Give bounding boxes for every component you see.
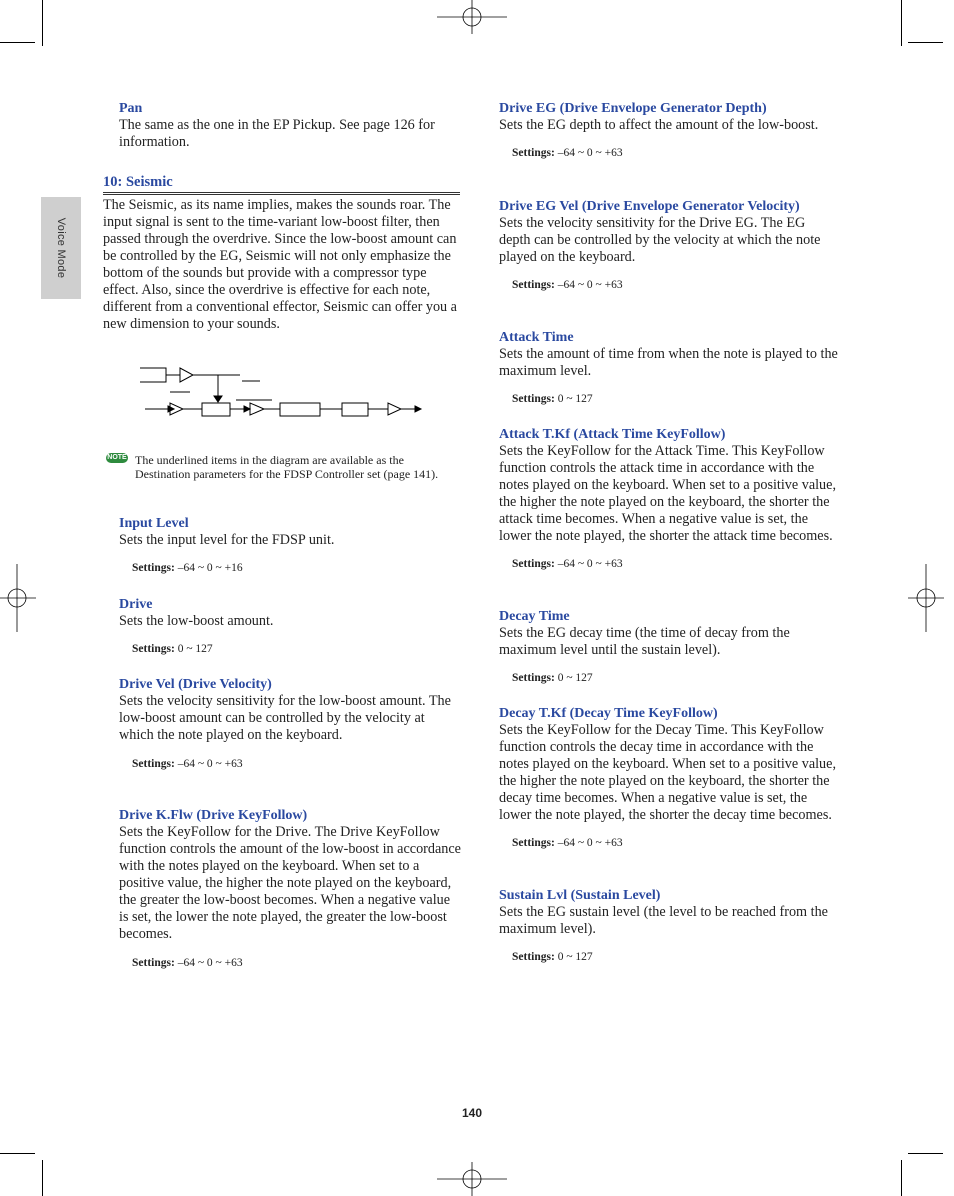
param-description: Sets the KeyFollow for the Attack Time. This KeyFollow function controls the attack time in accordance with the notes played on the keyboard. When set to a positive value, the higher the note played on the keyboard, the shorter the attack time becomes. When a negative value is set, the lower the note played, the shorter the attack time becomes. — [499, 443, 836, 544]
settings-value: –64 ~ 0 ~ +63 — [177, 957, 243, 969]
param-block-input-level — [119, 515, 461, 575]
param-settings — [119, 956, 461, 970]
settings-label: Settings: — [512, 393, 555, 405]
param-block-drive-eg — [499, 100, 839, 160]
param-description: Sets the amount of time from when the note is played to the maximum level. — [499, 346, 838, 379]
settings-label: Settings: — [512, 672, 555, 684]
registration-mark-icon — [0, 564, 36, 632]
param-settings — [499, 278, 839, 292]
registration-mark-icon — [437, 0, 507, 36]
param-settings — [119, 561, 461, 575]
settings-label: Settings: — [512, 147, 555, 159]
param-description: Sets the velocity sensitivity for the low-boost amount. The low-boost amount can be controlled by the velocity at which the note played on the keyboard. — [119, 693, 451, 743]
param-description: Sets the KeyFollow for the Drive. The Drive KeyFollow function controls the amount of the low-boost in accordance with the notes played on the keyboard. When set to a positive value, the higher the note played on the keyboard, the greater the low-boost becomes. When a negative value is set, the lower the note played, the greater the low-boost becomes. — [119, 824, 461, 942]
param-title: Drive Vel (Drive Velocity) — [119, 677, 272, 692]
registration-mark-icon — [437, 1162, 507, 1196]
param-settings — [119, 757, 461, 771]
param-description: Sets the KeyFollow for the Decay Time. This KeyFollow function controls the decay time in accordance with the notes played on the keyboard. When set to a positive value, the higher the note played on the keyboard, the shorter the decay time becomes. When a negative value is set, the lower the note played, the shorter the decay time becomes. — [499, 722, 836, 823]
crop-mark — [908, 1153, 943, 1154]
seismic-block-diagram — [140, 362, 425, 426]
crop-mark — [42, 1160, 43, 1196]
registration-mark-icon — [908, 564, 944, 632]
diagram-shapes — [140, 368, 421, 416]
settings-label: Settings: — [512, 837, 555, 849]
page-number: 140 — [461, 1106, 483, 1120]
settings-value: 0 ~ 127 — [557, 393, 593, 405]
param-block-drive — [119, 596, 461, 656]
param-title: Decay T.Kf (Decay Time KeyFollow) — [499, 706, 718, 721]
param-title: Drive — [119, 597, 153, 612]
param-description: Sets the EG decay time (the time of decay from the maximum level until the sustain level). — [499, 625, 790, 658]
settings-label: Settings: — [132, 957, 175, 969]
param-title: Attack T.Kf (Attack Time KeyFollow) — [499, 427, 726, 442]
param-block-drive-vel — [119, 676, 461, 771]
pan-block — [119, 100, 464, 151]
crop-mark — [0, 1153, 35, 1154]
param-settings — [499, 950, 839, 964]
param-block-decay-time — [499, 608, 839, 685]
side-tab[interactable] — [41, 197, 81, 299]
settings-value: –64 ~ 0 ~ +63 — [557, 558, 623, 570]
param-description: Sets the EG depth to affect the amount of the low-boost. — [499, 117, 819, 133]
settings-value: –64 ~ 0 ~ +16 — [177, 562, 243, 574]
param-description: The same as the one in the EP Pickup. See page 126 for information. — [119, 117, 435, 150]
param-settings — [499, 671, 839, 685]
settings-value: –64 ~ 0 ~ +63 — [177, 758, 243, 770]
param-title: Drive EG Vel (Drive Envelope Generator Velocity) — [499, 199, 800, 214]
crop-mark — [901, 1160, 902, 1196]
param-block-drive-kflw — [119, 807, 461, 970]
output-triangle — [388, 403, 401, 415]
section-title: 10: Seismic — [103, 174, 460, 195]
note-text: The underlined items in the diagram are available as the Destination parameters for the FDSP Controller set (page 141). — [135, 453, 439, 481]
settings-value: –64 ~ 0 ~ +63 — [557, 279, 623, 291]
crop-mark — [901, 0, 902, 46]
eq-block — [342, 403, 368, 416]
param-block-decay-tkf — [499, 705, 839, 850]
param-title: Decay Time — [499, 609, 570, 624]
crop-mark — [42, 0, 43, 46]
param-settings — [499, 557, 839, 571]
settings-value: –64 ~ 0 ~ +63 — [557, 837, 623, 849]
param-block-attack-tkf — [499, 426, 839, 571]
note — [135, 453, 460, 481]
param-block-drive-eg-vel — [499, 198, 839, 292]
settings-label: Settings: — [512, 951, 555, 963]
param-title: Input Level — [119, 516, 189, 531]
filter-block — [202, 403, 230, 416]
param-description: Sets the low-boost amount. — [119, 613, 274, 629]
section-intro: The Seismic, as its name implies, makes the sounds roar. The input signal is sent to the time-variant low-boost filter, then passed through the overdrive. Since the low-boost amount can be controlled by the EG, Seismic will not only emphasize the bottom of the sounds but provide with a compressor type effect. Also, since the overdrive is effective for each note, different from a conventional effector, Seismic can offer you a new dimension to your sounds. — [103, 197, 457, 332]
overdrive-block — [280, 403, 320, 416]
seismic-section — [103, 174, 460, 333]
settings-label: Settings: — [512, 279, 555, 291]
param-description: Sets the EG sustain level (the level to be reached from the maximum level). — [499, 904, 828, 937]
param-title: Attack Time — [499, 330, 574, 345]
param-title: Drive K.Flw (Drive KeyFollow) — [119, 808, 308, 823]
settings-value: 0 ~ 127 — [557, 951, 593, 963]
param-title: Sustain Lvl (Sustain Level) — [499, 888, 661, 903]
settings-label: Settings: — [132, 643, 175, 655]
param-block-sustain-lvl — [499, 887, 839, 964]
drive-triangle — [250, 403, 264, 415]
settings-label: Settings: — [512, 558, 555, 570]
param-settings — [499, 146, 839, 160]
param-description: Sets the input level for the FDSP unit. — [119, 532, 335, 548]
param-settings — [499, 392, 839, 406]
param-settings — [499, 836, 839, 850]
note-icon: NOTE — [107, 454, 127, 461]
amp-triangle — [180, 368, 193, 382]
settings-value: 0 ~ 127 — [177, 643, 213, 655]
side-tab-label: Voice Mode — [55, 217, 67, 279]
crop-mark — [908, 42, 943, 43]
settings-value: 0 ~ 127 — [557, 672, 593, 684]
param-title: Pan — [119, 101, 143, 116]
param-title: Drive EG (Drive Envelope Generator Depth) — [499, 101, 767, 116]
param-description: Sets the velocity sensitivity for the Drive EG. The EG depth can be controlled by the velocity at which the note played on the keyboard. — [499, 215, 821, 265]
settings-label: Settings: — [132, 562, 175, 574]
param-block-attack-time — [499, 329, 839, 406]
settings-label: Settings: — [132, 758, 175, 770]
settings-value: –64 ~ 0 ~ +63 — [557, 147, 623, 159]
param-settings — [119, 642, 461, 656]
eg-block — [140, 368, 166, 382]
crop-mark — [0, 42, 35, 43]
